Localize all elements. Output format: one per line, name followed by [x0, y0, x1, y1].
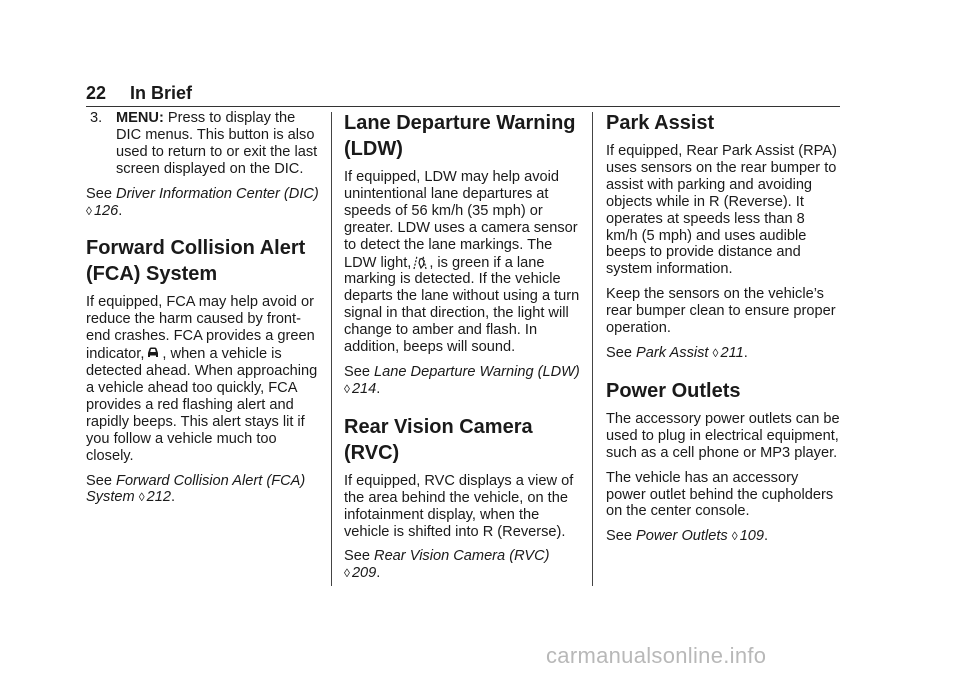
see-reference-park-assist: [606, 345, 840, 362]
see-prefix: See: [344, 548, 375, 565]
reference-link-ldw[interactable]: Lane Departure Warning (LDW): [374, 363, 580, 380]
reference-link-power-outlets[interactable]: Power Outlets: [636, 528, 728, 545]
column-right: [606, 110, 840, 553]
ldw-paragraph: [344, 169, 582, 356]
rvc-paragraph: If equipped, RVC displays a view of the area behind the vehicle, on the infotainment display, when the vehicle is shifted into R (Reverse).: [344, 472, 574, 540]
page-ref-arrow: ◊: [712, 345, 719, 360]
see-suffix: .: [171, 489, 176, 506]
see-suffix: .: [376, 380, 381, 397]
page-ref-number[interactable]: 214: [351, 380, 377, 397]
heading-ldw: Lane Departure Warning (LDW): [344, 112, 576, 160]
see-reference-fca: [86, 473, 322, 507]
see-reference-rvc: [344, 548, 582, 582]
column-divider: [331, 112, 332, 586]
ldw-text-b: , is green if a lane marking is detected. If the vehicle departs the lane without using a turn signal in that direction, the light will change to amber and flash. In addition, beeps will sound.: [344, 254, 580, 356]
watermark: carmanualsonline.info: [546, 643, 767, 668]
see-prefix: See: [606, 528, 637, 545]
see-prefix: See: [86, 185, 117, 202]
see-reference-dic: [86, 186, 322, 220]
park-assist-paragraph-1: If equipped, Rear Park Assist (RPA) uses sensors on the rear bumper to assist with parking and avoiding objects while in R (Reverse). It operates at speeds less than 8 km/h (5 mph) and uses audible beeps to provide distance and system information.: [606, 143, 837, 278]
page-ref-number[interactable]: 109: [739, 528, 765, 545]
reference-link-park-assist[interactable]: Park Assist: [636, 344, 709, 361]
page-ref-number[interactable]: 126: [93, 202, 119, 219]
page-header: [86, 80, 840, 107]
reference-link-dic[interactable]: Driver Information Center (DIC): [116, 185, 319, 202]
reference-link-rvc[interactable]: Rear Vision Camera (RVC): [374, 548, 550, 565]
menu-description: Press to display the DIC menus. This button is also used to return to or exit the last screen displayed on the DIC.: [116, 110, 318, 177]
heading-rvc: Rear Vision Camera (RVC): [344, 415, 533, 464]
see-suffix: .: [376, 565, 381, 582]
see-suffix: .: [118, 202, 123, 219]
vehicle-ahead-icon: [145, 345, 161, 361]
see-prefix: See: [344, 363, 375, 380]
power-outlets-paragraph-1: The accessory power outlets can be used to plug in electrical equipment, such as a cell phone or MP3 player.: [606, 410, 840, 461]
fca-text-a: If equipped, FCA may help avoid or reduce the harm caused by front-end crashes. FCA provides a green indicator,: [86, 294, 315, 363]
page-ref-arrow: ◊: [344, 566, 350, 581]
see-reference-ldw: [344, 364, 582, 398]
section-title: In Brief: [130, 83, 193, 103]
list-item-menu: [86, 110, 322, 178]
page-ref-number[interactable]: 211: [720, 344, 744, 361]
page-ref-arrow: ◊: [344, 381, 350, 396]
fca-text-b: , when a vehicle is detected ahead. When approaching a vehicle ahead too quickly, FCA provides a red flashing alert and rapidly beeps. This alert stays lit if you follow a vehicle much too closely.: [86, 346, 318, 464]
column-middle: [344, 110, 582, 590]
heading-power-outlets: Power Outlets: [606, 379, 741, 402]
power-outlets-paragraph-2: The vehicle has an accessory power outlet behind the cupholders on the center console.: [606, 469, 834, 520]
see-reference-power-outlets: [606, 528, 840, 545]
heading-fca: Forward Collision Alert (FCA) System: [86, 237, 306, 286]
page-ref-number[interactable]: 209: [351, 565, 377, 582]
page-ref-arrow: ◊: [86, 203, 92, 218]
page-ref-number[interactable]: 212: [146, 489, 172, 506]
menu-term: MENU:: [116, 110, 164, 126]
see-prefix: See: [606, 344, 637, 361]
reference-link-fca[interactable]: Forward Collision Alert (FCA) System: [86, 472, 306, 506]
fca-paragraph: [86, 294, 322, 464]
lane-departure-icon: [412, 254, 428, 270]
page-number: 22: [86, 83, 107, 103]
ldw-text-a: If equipped, LDW may help avoid unintentional lane departures at speeds of 56 km/h (35 mph) or greater. LDW uses a camera sensor to detect the lane markings. The LDW light,: [344, 169, 578, 271]
column-left: [86, 110, 322, 514]
heading-park-assist: Park Assist: [606, 112, 715, 134]
see-prefix: See: [86, 472, 117, 489]
list-number: 3.: [90, 110, 103, 126]
page-ref-arrow: ◊: [731, 529, 738, 544]
page-ref-arrow: ◊: [138, 490, 145, 505]
park-assist-paragraph-2: Keep the sensors on the vehicle’s rear bumper clean to ensure proper operation.: [606, 286, 836, 337]
column-divider: [592, 112, 593, 586]
see-suffix: .: [743, 344, 748, 361]
see-suffix: .: [764, 528, 769, 545]
